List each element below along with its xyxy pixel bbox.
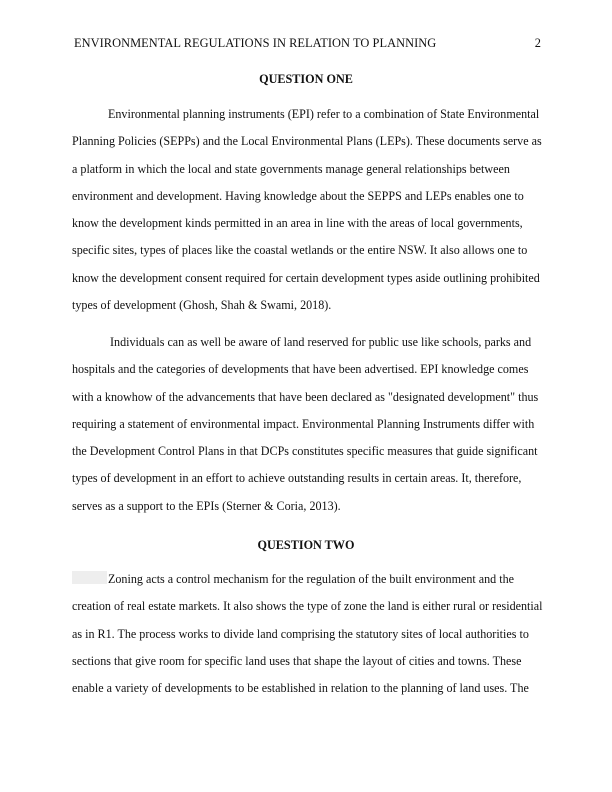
paragraph-zoning xyxy=(72,566,544,702)
text-highlight-marker xyxy=(72,571,107,584)
running-head: ENVIRONMENTAL REGULATIONS IN RELATION TO PLANNING xyxy=(74,36,437,50)
page-number: 2 xyxy=(534,36,541,50)
paragraph-epi-definition: Environmental planning instruments (EPI) refer to a combination of State Environmental Planning Policies (SEPPs) and the Local Environmental Plans (LEPs). These documents serve as a platform in which the local and state governments manage general relationships between environment and development. Having knowledge about the SEPPS and LEPs enables one to know the development kinds permitted in an area in line with the areas of local governments, specific sites, types of places like the coastal wetlands or the entire NSW. It also allows one to know the development consent required for certain development types aside outlining prohibited types of development (Ghosh, Shah & Swami, 2018). xyxy=(72,107,542,313)
paragraph-zoning-text: Zoning acts a control mechanism for the regulation of the built environment and the creation of real estate markets. It also shows the type of zone the land is either rural or residential as in R1. The process works to divide land comprising the statutory sites of local authorities to sections that give room for specific land uses that shape the layout of cities and towns. These enable a variety of developments to be established in relation to the planning of land uses. The xyxy=(72,572,543,696)
section-heading-question-two: QUESTION TWO xyxy=(257,538,355,552)
section-heading-question-one: QUESTION ONE xyxy=(259,72,353,86)
paragraph-epi-knowledge: Individuals can as well be aware of land reserved for public use like schools, parks and hospitals and the categories of developments that have been advertised. EPI knowledge comes with a knowhow of the advancements that have been declared as "designated development" thus requiring a statement of environmental impact. Environmental Planning Instruments differ with the Development Control Plans in that DCPs constitutes specific measures that guide significant types of development in an effort to achieve outstanding results in certain areas. It, therefore, serves as a support to the EPIs (Sterner & Coria, 2013). xyxy=(72,335,539,513)
